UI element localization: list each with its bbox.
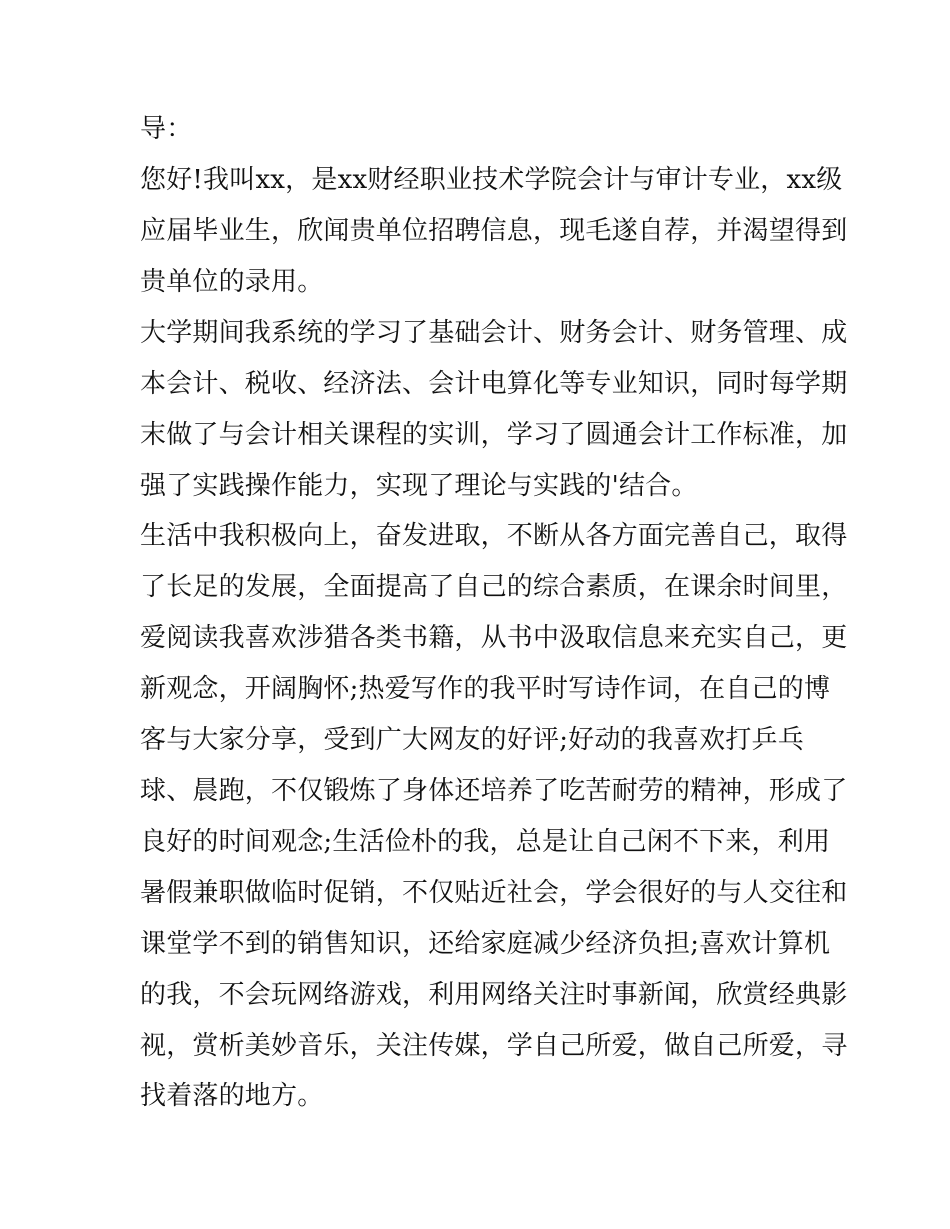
greeting-line: 导： (140, 114, 193, 144)
text-line: 的我，不会玩网络游戏，利用网络关注时事新闻，欣赏经典影 (140, 980, 848, 1010)
text-line: 末做了与会计相关课程的实训，学习了圆通会计工作标准，加 (140, 420, 848, 450)
text-line: 应届毕业生，欣闻贵单位招聘信息，现毛遂自荐，并渴望得到 (140, 216, 848, 246)
text-line: 爱阅读我喜欢涉猎各类书籍，从书中汲取信息来充实自己，更 (140, 623, 848, 653)
text-line: 良好的时间观念;生活俭朴的我，总是让自己闲不下来，利用 (140, 827, 831, 857)
text-line: 找着落的地方。 (140, 1081, 324, 1111)
text-line: 了长足的发展，全面提高了自己的综合素质，在课余时间里， (140, 572, 848, 602)
text-line: 课堂学不到的销售知识，还给家庭减少经济负担;喜欢计算机 (140, 929, 831, 959)
text-line: 客与大家分享，受到广大网友的好评;好动的我喜欢打乒乓 (140, 725, 804, 755)
text-line: 球、晨跑，不仅锻炼了身体还培养了吃苦耐劳的精神，形成了 (140, 776, 848, 806)
text-line: 暑假兼职做临时促销，不仅贴近社会，学会很好的与人交往和 (140, 878, 848, 908)
text-line: 新观念，开阔胸怀;热爱写作的我平时写诗作词，在自己的博 (140, 674, 831, 704)
text-line: 视，赏析美妙音乐，关注传媒，学自己所爱，做自己所爱，寻 (140, 1031, 848, 1061)
text-line: 大学期间我系统的学习了基础会计、财务会计、财务管理、成 (140, 318, 848, 348)
text-line: 您好!我叫xx，是xx财经职业技术学院会计与审计专业，xx级 (140, 165, 843, 195)
text-line: 生活中我积极向上，奋发进取，不断从各方面完善自己，取得 (140, 521, 848, 551)
text-line: 强了实践操作能力，实现了理论与实践的'结合。 (140, 471, 698, 501)
text-line: 贵单位的录用。 (140, 267, 324, 297)
text-line: 本会计、税收、经济法、会计电算化等专业知识，同时每学期 (140, 369, 848, 399)
